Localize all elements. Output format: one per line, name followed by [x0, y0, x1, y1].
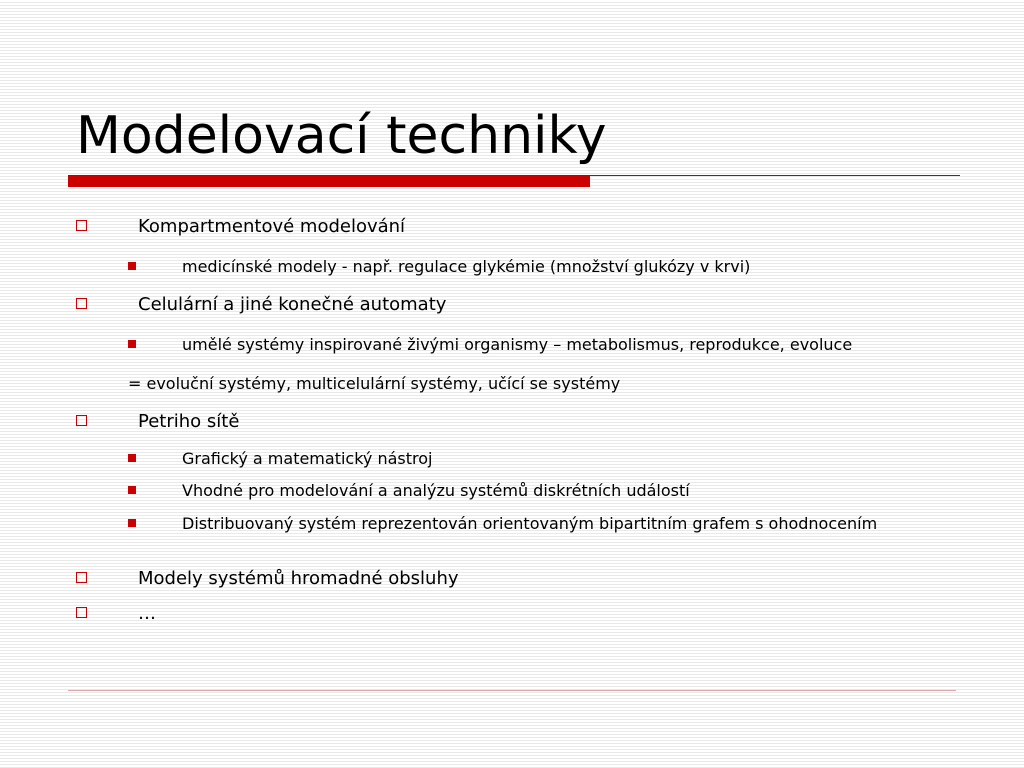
bullet-item — [138, 411, 239, 433]
filled-square-bullet-icon — [128, 519, 136, 527]
filled-square-bullet-icon — [128, 262, 136, 270]
bullet-item — [138, 216, 405, 238]
bullet-label: Modely systémů hromadné obsluhy — [138, 568, 459, 589]
sub-bullet-item — [182, 336, 902, 353]
hollow-square-bullet-icon — [76, 572, 87, 583]
sub-bullet-item — [182, 515, 902, 532]
sub-bullet-item — [182, 482, 902, 499]
sub-bullet-text: Vhodné pro modelování a analýzu systémů diskrétních událostí — [182, 481, 690, 500]
bullet-item — [138, 294, 446, 316]
bullet-label: Kompartmentové modelování — [138, 216, 406, 237]
hollow-square-bullet-icon — [76, 607, 87, 618]
filled-square-bullet-icon — [128, 340, 136, 348]
sub-bullet-text: umělé systémy inspirované živými organismy – metabolismus, reprodukce, evoluce — [182, 335, 853, 354]
sub-bullet-text: Distribuovaný systém reprezentován orientovaným bipartitním grafem s ohodnocením — [182, 514, 878, 533]
sub-bullet-text: medicínské modely - např. regulace glykémie (množství glukózy v krvi) — [182, 257, 751, 276]
bullet-item — [138, 603, 156, 625]
bullet-label: Petriho sítě — [138, 411, 240, 432]
filled-square-bullet-icon — [128, 486, 136, 494]
sub-bullet-item — [182, 258, 902, 275]
slide-title: Modelovací techniky — [76, 106, 607, 166]
filled-square-bullet-icon — [128, 454, 136, 462]
bullet-label: Celulární a jiné konečné automaty — [138, 294, 447, 315]
bullet-label: … — [138, 603, 156, 624]
sub-bullet-text: Grafický a matematický nástroj — [182, 449, 433, 468]
hollow-square-bullet-icon — [76, 415, 87, 426]
bullet-note: = evoluční systémy, multicelulární systémy, učící se systémy — [128, 374, 621, 393]
bullet-item — [138, 568, 459, 590]
footer-divider — [68, 690, 956, 691]
hollow-square-bullet-icon — [76, 298, 87, 309]
hollow-square-bullet-icon — [76, 220, 87, 231]
sub-bullet-item — [182, 450, 902, 467]
